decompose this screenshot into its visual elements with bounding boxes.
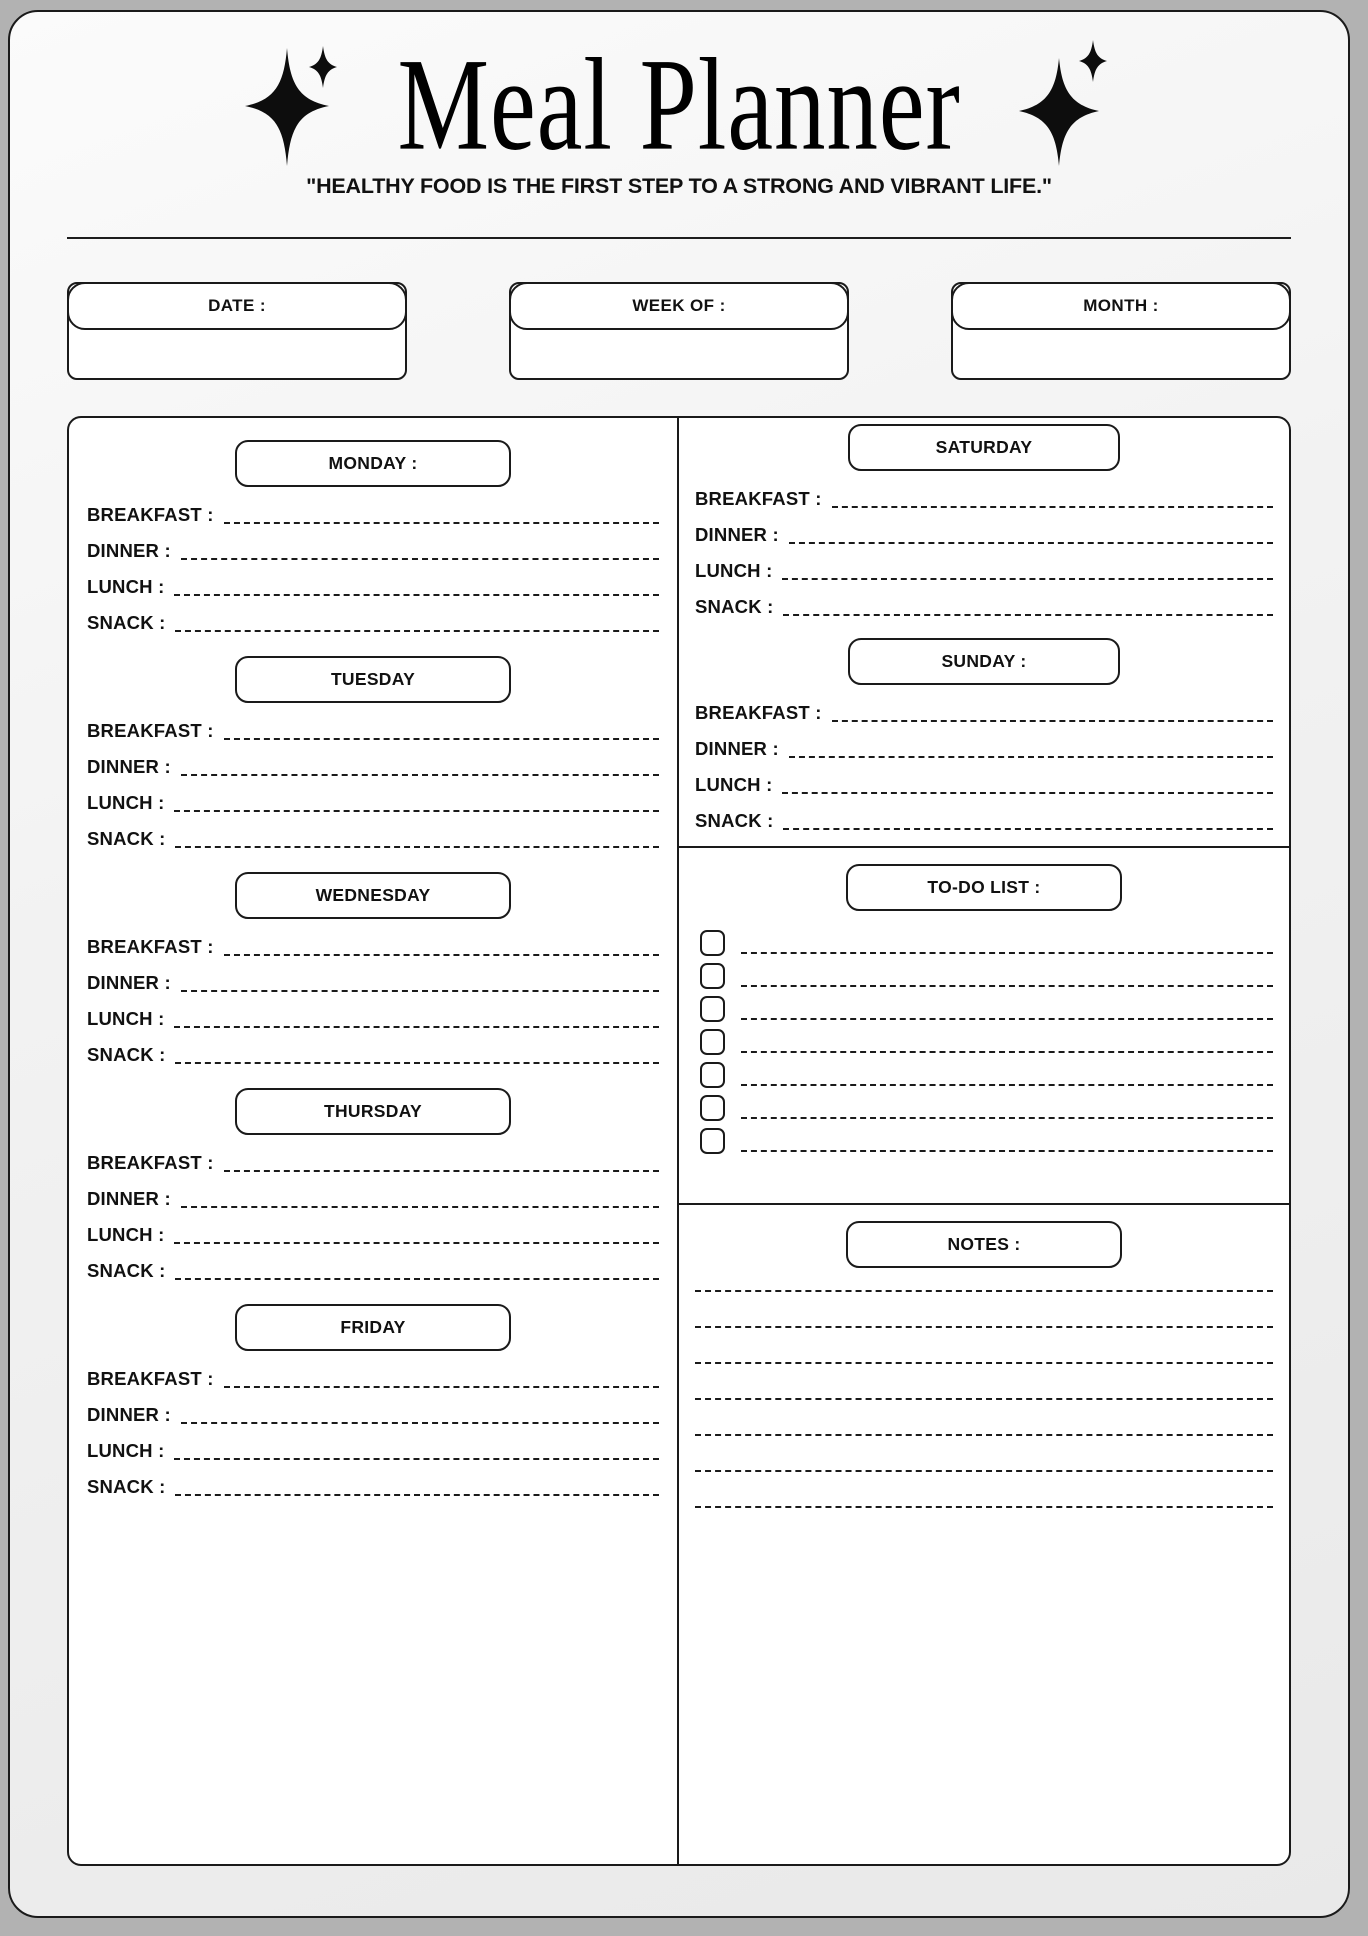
meal-label-snack: SNACK : <box>87 612 166 633</box>
todo-item[interactable] <box>700 1058 1273 1091</box>
meal-write-line[interactable] <box>174 810 659 812</box>
week-of-field-label: WEEK OF : <box>509 282 849 330</box>
meal-write-line[interactable] <box>224 1170 659 1172</box>
notes-section <box>679 1203 1289 1864</box>
meal-write-line[interactable] <box>174 594 659 596</box>
checkbox-icon[interactable] <box>700 996 725 1022</box>
meal-row-breakfast[interactable] <box>695 488 1273 524</box>
planner-page <box>8 10 1350 1918</box>
notes-lines <box>695 1290 1273 1508</box>
meal-label-breakfast: BREAKFAST : <box>695 488 822 509</box>
day-block-thursday <box>87 1080 659 1296</box>
week-of-field[interactable] <box>509 282 849 380</box>
meal-write-line[interactable] <box>175 1278 659 1280</box>
meal-row-dinner[interactable] <box>695 524 1273 560</box>
meal-write-line[interactable] <box>782 792 1273 794</box>
meal-label-lunch: LUNCH : <box>87 576 165 597</box>
meal-label-lunch: LUNCH : <box>87 1224 165 1245</box>
meal-list-wednesday <box>87 936 659 1080</box>
meal-write-line[interactable] <box>181 1422 659 1424</box>
todo-item[interactable] <box>700 1091 1273 1124</box>
meal-write-line[interactable] <box>174 1458 659 1460</box>
meal-write-line[interactable] <box>789 542 1273 544</box>
meal-row-dinner[interactable] <box>695 738 1273 774</box>
meal-row-lunch[interactable] <box>87 576 659 612</box>
todo-item[interactable] <box>700 992 1273 1025</box>
note-write-line[interactable] <box>695 1506 1273 1508</box>
day-label-saturday[interactable]: SATURDAY <box>848 424 1120 471</box>
todo-write-line[interactable] <box>741 1117 1273 1119</box>
day-block-sunday <box>679 632 1289 846</box>
meal-row-lunch[interactable] <box>87 1224 659 1260</box>
todo-list-title: TO-DO LIST : <box>846 864 1122 911</box>
checkbox-icon[interactable] <box>700 930 725 956</box>
meal-row-lunch[interactable] <box>87 1440 659 1476</box>
meal-label-snack: SNACK : <box>695 596 774 617</box>
note-write-line[interactable] <box>695 1290 1273 1292</box>
meal-row-dinner[interactable] <box>87 756 659 792</box>
meal-write-line[interactable] <box>175 1494 659 1496</box>
notes-title: NOTES : <box>846 1221 1122 1268</box>
todo-item[interactable] <box>700 959 1273 992</box>
meal-write-line[interactable] <box>181 1206 659 1208</box>
meal-label-dinner: DINNER : <box>87 756 171 777</box>
meal-write-line[interactable] <box>175 1062 659 1064</box>
meal-label-snack: SNACK : <box>87 828 166 849</box>
meal-write-line[interactable] <box>832 506 1273 508</box>
todo-list <box>695 926 1273 1157</box>
meal-label-snack: SNACK : <box>695 810 774 831</box>
note-write-line[interactable] <box>695 1470 1273 1472</box>
note-write-line[interactable] <box>695 1326 1273 1328</box>
meal-label-dinner: DINNER : <box>87 972 171 993</box>
todo-item[interactable] <box>700 1124 1273 1157</box>
meal-label-lunch: LUNCH : <box>87 1440 165 1461</box>
note-write-line[interactable] <box>695 1362 1273 1364</box>
meal-row-dinner[interactable] <box>87 540 659 576</box>
meal-write-line[interactable] <box>181 990 659 992</box>
meal-row-lunch[interactable] <box>695 560 1273 596</box>
meal-list-tuesday <box>87 720 659 864</box>
meal-write-line[interactable] <box>175 630 659 632</box>
meal-list-sunday <box>695 702 1273 846</box>
meal-write-line[interactable] <box>224 522 659 524</box>
meal-row-snack[interactable] <box>695 810 1273 846</box>
meal-row-breakfast[interactable] <box>695 702 1273 738</box>
meal-list-friday <box>87 1368 659 1512</box>
meal-label-snack: SNACK : <box>87 1044 166 1065</box>
page-header <box>10 12 1348 242</box>
meal-label-breakfast: BREAKFAST : <box>87 1152 214 1173</box>
meal-label-dinner: DINNER : <box>695 738 779 759</box>
day-label-sunday[interactable]: SUNDAY : <box>848 638 1120 685</box>
checkbox-icon[interactable] <box>700 1029 725 1055</box>
meal-row-snack[interactable] <box>87 828 659 864</box>
meal-label-snack: SNACK : <box>87 1260 166 1281</box>
checkbox-icon[interactable] <box>700 1062 725 1088</box>
meal-row-dinner[interactable] <box>87 1188 659 1224</box>
todo-write-line[interactable] <box>741 1051 1273 1053</box>
day-block-tuesday <box>87 648 659 864</box>
checkbox-icon[interactable] <box>700 963 725 989</box>
note-write-line[interactable] <box>695 1434 1273 1436</box>
date-field[interactable] <box>67 282 407 380</box>
meal-label-lunch: LUNCH : <box>695 774 773 795</box>
meal-write-line[interactable] <box>174 1242 659 1244</box>
meal-row-snack[interactable] <box>87 1260 659 1296</box>
meal-label-dinner: DINNER : <box>87 540 171 561</box>
sparkle-right-icon <box>1019 40 1115 170</box>
day-block-wednesday <box>87 864 659 1080</box>
month-field[interactable] <box>951 282 1291 380</box>
day-label-friday[interactable]: FRIDAY <box>235 1304 511 1351</box>
day-label-thursday[interactable]: THURSDAY <box>235 1088 511 1135</box>
meal-row-lunch[interactable] <box>87 792 659 828</box>
meal-write-line[interactable] <box>832 720 1273 722</box>
meal-list-monday <box>87 504 659 648</box>
meal-label-dinner: DINNER : <box>87 1404 171 1425</box>
note-write-line[interactable] <box>695 1398 1273 1400</box>
meal-list-thursday <box>87 1152 659 1296</box>
tagline-quote: "HEALTHY FOOD IS THE FIRST STEP TO A STRONG AND VIBRANT LIFE." <box>306 174 1052 198</box>
meal-label-lunch: LUNCH : <box>87 792 165 813</box>
todo-write-line[interactable] <box>741 952 1273 954</box>
meal-write-line[interactable] <box>782 578 1273 580</box>
day-label-wednesday[interactable]: WEDNESDAY <box>235 872 511 919</box>
meal-label-breakfast: BREAKFAST : <box>87 720 214 741</box>
meal-write-line[interactable] <box>224 1386 659 1388</box>
meal-row-snack[interactable] <box>87 612 659 648</box>
meal-row-breakfast[interactable] <box>87 720 659 756</box>
todo-write-line[interactable] <box>741 1150 1273 1152</box>
meal-row-breakfast[interactable] <box>87 936 659 972</box>
header-fields-row <box>67 282 1291 380</box>
meal-label-snack: SNACK : <box>87 1476 166 1497</box>
meal-label-dinner: DINNER : <box>87 1188 171 1209</box>
meal-label-lunch: LUNCH : <box>87 1008 165 1029</box>
meal-write-line[interactable] <box>224 954 659 956</box>
meal-row-breakfast[interactable] <box>87 504 659 540</box>
planner-body <box>67 416 1291 1866</box>
meal-label-breakfast: BREAKFAST : <box>87 1368 214 1389</box>
todo-write-line[interactable] <box>741 985 1273 987</box>
meal-label-breakfast: BREAKFAST : <box>87 936 214 957</box>
meal-list-saturday <box>695 488 1273 632</box>
meal-label-breakfast: BREAKFAST : <box>695 702 822 723</box>
meal-row-snack[interactable] <box>87 1476 659 1512</box>
meal-row-lunch[interactable] <box>695 774 1273 810</box>
weekend-and-extras-column <box>679 418 1289 1864</box>
meal-row-breakfast[interactable] <box>87 1368 659 1404</box>
meal-write-line[interactable] <box>224 738 659 740</box>
meal-write-line[interactable] <box>783 828 1273 830</box>
meal-label-dinner: DINNER : <box>695 524 779 545</box>
meal-row-dinner[interactable] <box>87 1404 659 1440</box>
day-label-tuesday[interactable]: TUESDAY <box>235 656 511 703</box>
meal-write-line[interactable] <box>175 846 659 848</box>
meal-row-dinner[interactable] <box>87 972 659 1008</box>
checkbox-icon[interactable] <box>700 1095 725 1121</box>
meal-write-line[interactable] <box>174 1026 659 1028</box>
meal-write-line[interactable] <box>181 558 659 560</box>
meal-label-breakfast: BREAKFAST : <box>87 504 214 525</box>
meal-label-lunch: LUNCH : <box>695 560 773 581</box>
meal-row-snack[interactable] <box>695 596 1273 632</box>
day-label-monday[interactable]: MONDAY : <box>235 440 511 487</box>
day-block-monday <box>87 432 659 648</box>
meal-row-breakfast[interactable] <box>87 1152 659 1188</box>
todo-section <box>679 846 1289 1203</box>
title-row <box>10 30 1348 180</box>
todo-item[interactable] <box>700 926 1273 959</box>
checkbox-icon[interactable] <box>700 1128 725 1154</box>
day-block-saturday <box>679 418 1289 632</box>
page-title: Meal Planner <box>397 31 961 179</box>
month-field-label: MONTH : <box>951 282 1291 330</box>
day-block-friday <box>87 1296 659 1512</box>
meal-write-line[interactable] <box>783 614 1273 616</box>
sparkle-left-icon <box>243 40 339 170</box>
meal-write-line[interactable] <box>181 774 659 776</box>
todo-write-line[interactable] <box>741 1084 1273 1086</box>
meal-write-line[interactable] <box>789 756 1273 758</box>
todo-write-line[interactable] <box>741 1018 1273 1020</box>
meal-row-snack[interactable] <box>87 1044 659 1080</box>
header-divider <box>67 237 1291 239</box>
todo-item[interactable] <box>700 1025 1273 1058</box>
date-field-label: DATE : <box>67 282 407 330</box>
weekday-column <box>69 418 679 1864</box>
meal-row-lunch[interactable] <box>87 1008 659 1044</box>
